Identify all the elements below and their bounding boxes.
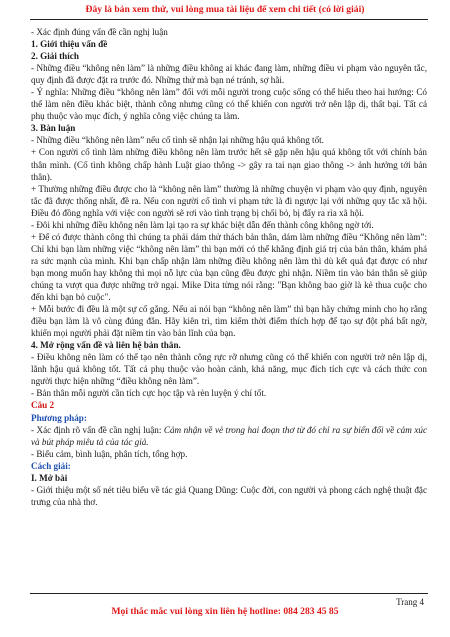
preview-notice-header: Đây là bản xem thử, vui lòng mua tài liệu để xem chi tiết (có lời giải) — [85, 4, 365, 15]
paragraph: - Điều không nên làm có thể tạo nên thành công rực rỡ nhưng cũng có thể khiến con người trở nên lập dị, lãnh hậu quả không tốt. Tất cả phụ thuộc vào hoàn cảnh, khả năng, mục đích tích cực và cách thức con người thực hiện những “điều không nên làm”. — [31, 352, 427, 387]
section-heading: 3. Bàn luận — [31, 123, 76, 134]
paragraph: + Con người cố tình làm những điều không nên làm trước hết sẽ gặp nên hậu quả không tốt với chính bản thân mình. (Cố tình không chấp hành Luật giao thông -> gây ra tai nạn giao thông -> ảnh hưởng tới bản thân). — [31, 147, 427, 182]
paragraph: - Những điều “không nên làm” là những điều không ai khác đang làm, những điều vi phạm vào nguyên tắc, quy định đã được đặt ra trước đó. Những thứ mà bạn né tránh, sợ hãi. — [31, 63, 427, 86]
paragraph-prefix: - Xác định rõ vấn đề cần nghị luận: — [31, 424, 164, 435]
page-number: Trang 4 — [396, 597, 424, 607]
paragraph: + Mỗi bước đi đều là một sự cố gắng. Nếu ai nói bạn “không nên làm” thì bạn hãy chứng minh cho họ rằng điều bạn làm là vô cùng đúng đắn. Hãy kiên trì, tìm kiếm thời điểm thích hợp để tạo sự đột phá bất ngờ, khiến mọi người phải đặt niềm tin vào bản lĩnh của bạn. — [31, 304, 427, 339]
section-heading: 2. Giải thích — [31, 51, 79, 62]
paragraph: - Đôi khi những điều không nên làm lại tạo ra sự khác biệt dẫn đến thành công không ngờ tới. — [31, 219, 374, 230]
section-heading: 1. Giới thiệu vấn đề — [31, 39, 108, 50]
section-heading: I. Mở bài — [31, 472, 68, 483]
paragraph: - Bản thân mỗi người cần tích cực học tập và rèn luyện ý chí tốt. — [31, 388, 267, 399]
section-heading: 4. Mở rộng vấn đề và liên hệ bản thân. — [31, 340, 181, 351]
paragraph-italic: Cảm nhận về vẻ trong hai đoạn thơ từ đó chỉ ra sự biến đổi về cảm xúc và bút pháp miêu tả của tác giả. — [31, 424, 427, 447]
paragraph — [31, 424, 427, 448]
paragraph: + Để có được thành công thì chúng ta phải dám thử thách bản thân, dám làm những điều “Không nên làm”: Chỉ khi bạn làm những việc “không nên làm” thì bạn mới có thể khẳng định giá trị của bản thân, khám phá ra sức mạnh của mình. Khi bạn chấp nhận làm những điều không nên làm thì dù kết quả đạt được có như bạn mong muốn hay không thì mọi nỗ lực của bạn cũng đều được ghi nhận. Niềm tin vào bản thân sẽ giúp chúng ta vượt qua được những trở ngại. Mike Dita từng nói rằng: "Bạn không bao giờ là kẻ thua cuộc cho đến khi bạn bỏ cuộc". — [31, 231, 427, 303]
paragraph: - Giới thiệu một số nét tiêu biểu về tác giả Quang Dũng: Cuộc đời, con người và phong cách nghệ thuật đặc trưng của nhà thơ. — [31, 484, 427, 507]
hotline-footer: Mọi thắc mắc vui lòng xin liên hệ hotline: 084 283 45 85 — [111, 606, 339, 617]
paragraph: + Thường những điều được cho là “không nên làm” thường là những chuyện vi phạm vào quy định, nguyên tắc đã được thống nhất, đề ra. Nếu con người cố tình vi phạm tức là đi ngược lại với những quy tắc xã hội. Điều đó đồng nghĩa với việc con người sẽ rơi vào tình trạng bị chối bỏ, bị đẩy ra rìa xã hội. — [31, 183, 427, 218]
question-label: Câu 2 — [31, 400, 55, 411]
paragraph: - Biểu cảm, bình luận, phân tích, tổng hợp. — [31, 448, 188, 459]
paragraph: - Ý nghĩa: Những điều “không nên làm” đối với mỗi người trong cuộc sống có thể hiểu theo hai hướng: Có thể làm nên điều khác biệt, thành công nhưng cũng có thể khiến con người trở nên lập dị, thất bại. Tất cả phụ thuộc vào mục đích, ý nghĩa công việc chúng ta làm. — [31, 87, 427, 122]
paragraph: - Những điều “không nên làm” nếu cố tình sẽ nhận lại những hậu quả không tốt. — [31, 135, 324, 146]
header-rule — [30, 19, 428, 20]
paragraph: - Xác định đúng vấn đề cần nghị luận — [31, 27, 168, 37]
method-label: Phương pháp: — [31, 412, 87, 423]
footer-rule — [30, 593, 428, 594]
solution-label: Cách giải: — [31, 460, 71, 471]
document-body — [31, 26, 427, 508]
